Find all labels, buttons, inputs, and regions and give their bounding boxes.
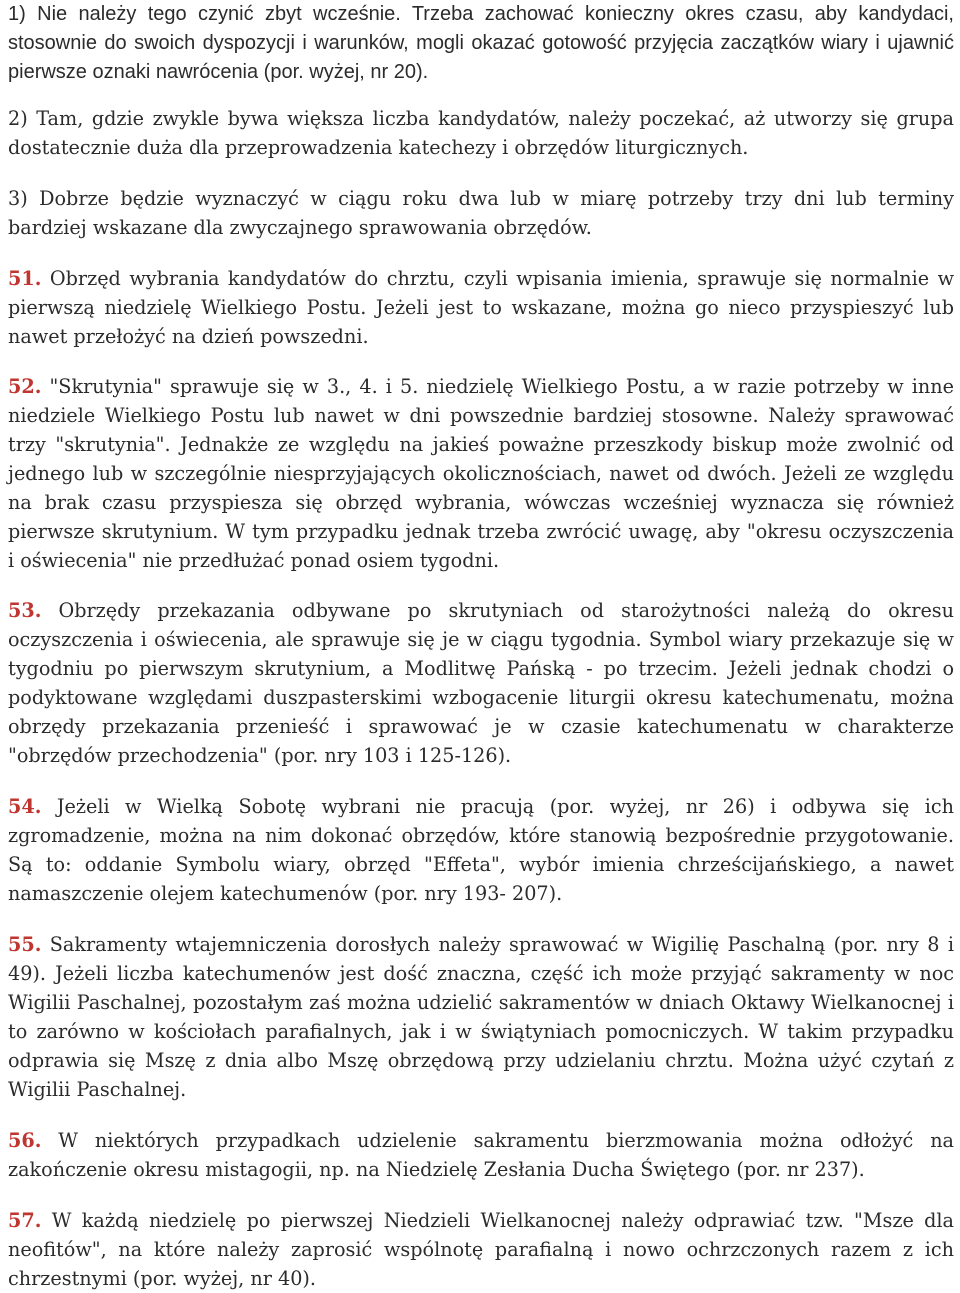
paragraph-57 xyxy=(8,1206,954,1293)
paragraph-number: 56. xyxy=(8,1129,42,1152)
paragraph-text: 2) Tam, gdzie zwykle bywa większa liczba kandydatów, należy poczekać, aż utworzy się grupa dostatecznie duża dla przeprowadzenia katechezy i obrzędów liturgicznych. xyxy=(8,107,954,159)
paragraph-54 xyxy=(8,792,954,908)
paragraph-text: Sakramenty wtajemniczenia dorosłych należy sprawować w Wigilię Paschalną (por. nry 8 i 49). Jeżeli liczba katechumenów jest dość znaczna, część ich może przyjąć sakramenty w noc Wigilii Paschalnej, pozostałym zaś można udzielić sakramentów w dniach Oktawy Wielkanocnej i to zarówno w kościołach parafialnych, jak i w świątyniach pomocniczych. W takim przypadku odprawia się Mszę z dnia albo Mszę obrzędową przy udzielaniu chrztu. Można użyć czytań z Wigilii Paschalnej. xyxy=(8,933,954,1101)
paragraph-item-2 xyxy=(8,104,954,162)
paragraph-text: W każdą niedzielę po pierwszej Niedzieli Wielkanocnej należy odprawiać tzw. "Msze dla neofitów", na które należy zaprosić wspólnotę parafialną i nowo ochrzczonych razem z ich chrzestnymi (por. wyżej, nr 40). xyxy=(8,1209,954,1290)
paragraph-text: Obrzędy przekazania odbywane po skrutyniach od starożytności należą do okresu oczyszczenia i oświecenia, ale sprawuje się je w ciągu tygodnia. Symbol wiary przekazuje się w tygodniu po pierwszym skrutynium, a Modlitwę Pańską - po trzecim. Jeżeli jednak chodzi o podyktowane względami duszpasterskimi wzbogacenie liturgii okresu katechumenatu, można obrzędy przekazania przenieść i sprawować je w czasie katechumenatu w charakterze "obrzędów przechodzenia" (por. nry 103 i 125-126). xyxy=(8,599,954,767)
paragraph-number: 55. xyxy=(8,933,42,956)
paragraph-item-3 xyxy=(8,184,954,242)
paragraph-item-1 xyxy=(8,0,954,87)
paragraph-56 xyxy=(8,1126,954,1184)
paragraph-text: W niektórych przypadkach udzielenie sakramentu bierzmowania można odłożyć na zakończenie okresu mistagogii, np. na Niedzielę Zesłania Ducha Świętego (por. nr 237). xyxy=(8,1129,954,1181)
paragraph-52 xyxy=(8,372,954,575)
paragraph-55 xyxy=(8,930,954,1104)
paragraph-number: 53. xyxy=(8,599,42,622)
paragraph-text: Obrzęd wybrania kandydatów do chrztu, czyli wpisania imienia, sprawuje się normalnie w pierwszą niedzielę Wielkiego Postu. Jeżeli jest to wskazane, można go nieco przyspieszyć lub nawet przełożyć na dzień powszedni. xyxy=(8,267,954,348)
paragraph-text: 1) Nie należy tego czynić zbyt wcześnie. Trzeba zachować konieczny okres czasu, aby kandydaci, stosownie do swoich dyspozycji i warunków, mogli okazać gotowość przyjęcia zaczątków wiary i ujawnić pierwsze oznaki nawrócenia (por. wyżej, nr 20). xyxy=(8,3,954,83)
paragraph-number: 51. xyxy=(8,267,42,290)
paragraph-text: 3) Dobrze będzie wyznaczyć w ciągu roku dwa lub w miarę potrzeby trzy dni lub terminy bardziej wskazane dla zwyczajnego sprawowania obrzędów. xyxy=(8,187,954,239)
paragraph-number: 54. xyxy=(8,795,42,818)
paragraph-53 xyxy=(8,596,954,770)
paragraph-text: Jeżeli w Wielką Sobotę wybrani nie pracują (por. wyżej, nr 26) i odbywa się ich zgromadzenie, można na nim dokonać obrzędów, które stanowią bezpośrednie przygotowanie. Są to: oddanie Symbolu wiary, obrzęd "Effeta", wybór imienia chrześcijańskiego, a nawet namaszczenie olejem katechumenów (por. nry 193- 207). xyxy=(8,795,954,905)
paragraph-text: "Skrutynia" sprawuje się w 3., 4. i 5. niedzielę Wielkiego Postu, a w razie potrzeby w inne niedziele Wielkiego Postu lub nawet w dni powszednie bardziej stosowne. Należy sprawować trzy "skrutynia". Jednakże ze względu na jakieś poważne przeszkody biskup może zwolnić od jednego lub w szczególnie niesprzyjających okolicznościach, nawet od dwóch. Jeżeli ze względu na brak czasu przyspiesza się obrzęd wybrania, wówczas wcześniej wyznacza się również pierwsze skrutynium. W tym przypadku jednak trzeba zwrócić uwagę, aby "okresu oczyszczenia i oświecenia" nie przedłużać ponad osiem tygodni. xyxy=(8,375,954,572)
paragraph-number: 52. xyxy=(8,375,42,398)
paragraph-number: 57. xyxy=(8,1209,42,1232)
paragraph-51 xyxy=(8,264,954,351)
